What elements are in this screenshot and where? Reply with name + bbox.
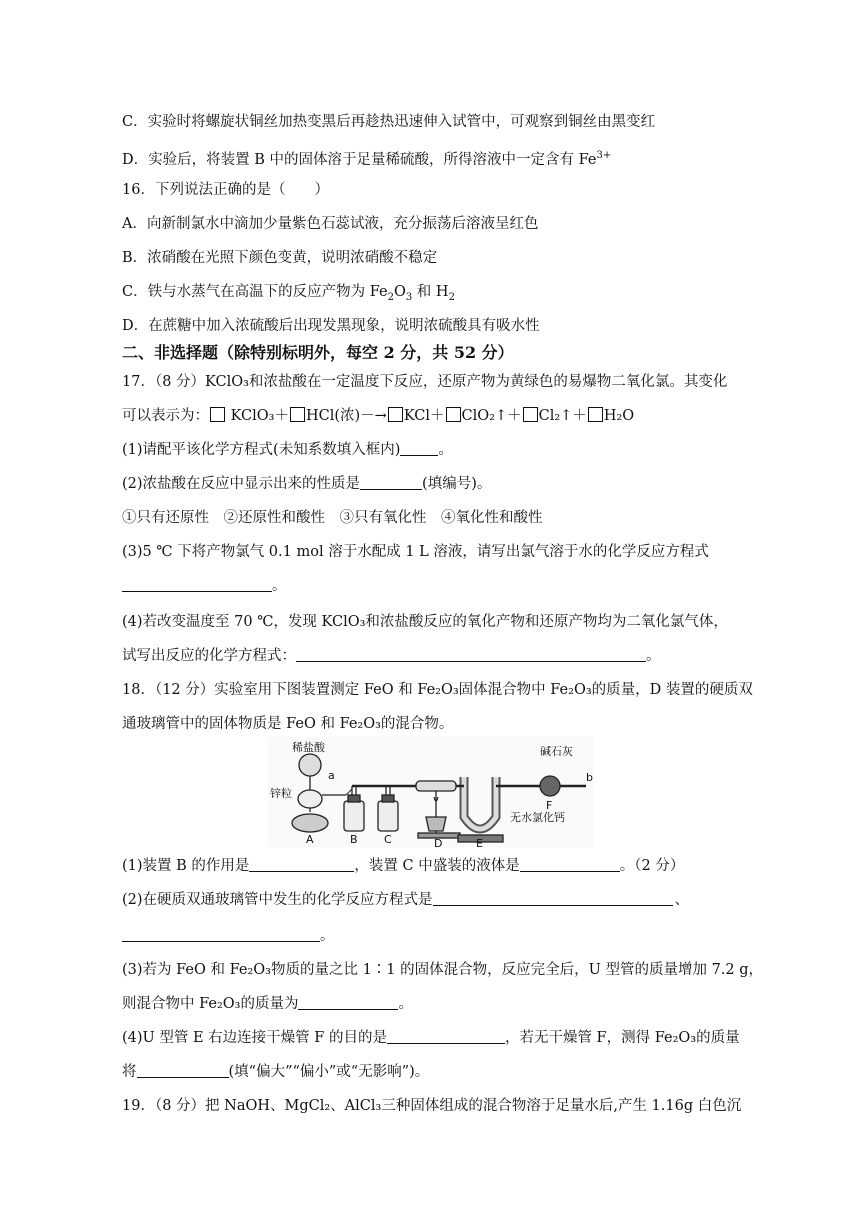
q16c-text: C．铁与水蒸气在高温下的反应产物为 Fe bbox=[122, 284, 388, 300]
q17-4-text: 试写出反应的化学方程式： bbox=[122, 648, 296, 664]
q16-option-d: D．在蔗糖中加入浓硫酸后出现发黑现象，说明浓硫酸具有吸水性 bbox=[122, 318, 540, 334]
q16c-and: 和 H bbox=[412, 284, 449, 300]
q18-part2-answer bbox=[122, 926, 335, 946]
q18-part3: (3)若为 FeO 和 Fe₂O₃物质的量之比 1∶1 的固体混合物，反应完全后，U 型管的质量增加 7.2 g， bbox=[122, 962, 764, 978]
q18-2-end: 。 bbox=[320, 928, 335, 944]
q17-eq-cl2: Cl₂↑＋ bbox=[538, 408, 587, 424]
q17-4-end: 。 bbox=[646, 648, 661, 664]
answer-blank[interactable] bbox=[249, 857, 354, 872]
q18-stem: 18．（12 分）实验室用下图装置测定 FeO 和 Fe₂O₃固体混合物中 Fe₂O₃的质量，D 装置的硬质双 bbox=[122, 682, 753, 698]
answer-blank[interactable] bbox=[122, 927, 320, 942]
q18-1-mid: ，装置 C 中盛装的液体是 bbox=[354, 858, 520, 874]
answer-blank[interactable] bbox=[296, 647, 646, 662]
q18-part4-answer bbox=[122, 1062, 429, 1082]
label-B: B bbox=[350, 833, 358, 846]
q17-options: ①只有还原性 ②还原性和酸性 ③只有氧化性 ④氧化性和酸性 bbox=[122, 510, 543, 526]
label-D: D bbox=[434, 837, 443, 847]
coef-box[interactable] bbox=[290, 407, 305, 422]
q18-4-mid: ，若无干燥管 F，测得 Fe₂O₃的质量 bbox=[504, 1030, 740, 1046]
label-a: a bbox=[328, 769, 335, 782]
label-E: E bbox=[476, 837, 483, 847]
q19-stem: 19．（8 分）把 NaOH、MgCl₂、AlCl₃三种固体组成的混合物溶于足量水后,产生 1.16g 白色沉 bbox=[122, 1098, 742, 1114]
q17-part2 bbox=[122, 474, 491, 494]
q18-part3-answer bbox=[122, 994, 413, 1014]
q17-eq-prefix: 可以表示为： bbox=[122, 408, 209, 424]
coef-box[interactable] bbox=[388, 407, 403, 422]
q18-part1 bbox=[122, 856, 684, 876]
q16-option-c: C．铁与水蒸气在高温下的反应产物为 $Fe_2O_3$ 和 $H_2$ bbox=[122, 284, 455, 303]
answer-blank[interactable] bbox=[387, 1029, 505, 1044]
q17-1-end: 。 bbox=[438, 442, 453, 458]
q17-eq-hcl: HCl(浓)－→ bbox=[305, 408, 387, 424]
q16c-o: O bbox=[393, 284, 406, 300]
q18-4-end: (填“偏大”“偏小”或“无影响”)。 bbox=[228, 1064, 430, 1080]
q17-part3: (3)5 ℃ 下将产物氯气 0.1 mol 溶于水配成 1 L 溶液，请写出氯气溶于水的化学反应方程式 bbox=[122, 544, 709, 560]
coef-box[interactable] bbox=[588, 407, 603, 422]
label-acid: 稀盐酸 bbox=[292, 741, 325, 754]
label-A: A bbox=[306, 833, 314, 846]
answer-blank[interactable] bbox=[400, 441, 438, 456]
label-cacl2: 无水氯化钙 bbox=[510, 811, 565, 824]
q17-1-text: (1)请配平该化学方程式(未知系数填入框内) bbox=[122, 442, 401, 458]
q18-stem-2: 通玻璃管中的固体物质是 FeO 和 Fe₂O₃的混合物。 bbox=[122, 716, 454, 732]
q16-option-b: B．浓硝酸在光照下颜色变黄，说明浓硝酸不稳定 bbox=[122, 250, 438, 266]
q17-equation bbox=[122, 406, 634, 426]
label-b: b bbox=[586, 771, 593, 784]
q18-1-end: 。（2 分） bbox=[619, 858, 685, 874]
q16-option-a: A．向新制氯水中滴加少量紫色石蕊试液，充分振荡后溶液呈红色 bbox=[122, 216, 539, 232]
answer-blank[interactable] bbox=[433, 891, 673, 906]
section-title: 二、非选择题（除特别标明外，每空 2 分，共 52 分） bbox=[122, 343, 514, 362]
q17-part4-answer bbox=[122, 646, 661, 666]
q17-eq-kclo3: KClO₃＋ bbox=[226, 408, 289, 424]
q17-eq-h2o: H₂O bbox=[603, 408, 635, 424]
q15d-text: D．实验后，将装置 B 中的固体溶于足量稀硫酸，所得溶液中一定含有 Fe bbox=[122, 151, 597, 168]
q18-4-pre: 将 bbox=[122, 1064, 137, 1080]
coef-box[interactable] bbox=[446, 407, 461, 422]
answer-blank[interactable] bbox=[122, 577, 272, 592]
q17-2-end: (填编号)。 bbox=[422, 476, 492, 492]
q17-stem: 17．（8 分）KClO₃和浓盐酸在一定温度下反应，还原产物为黄绿色的易爆物二氧化氯。其变化 bbox=[122, 374, 728, 390]
q18-part4 bbox=[122, 1028, 740, 1048]
q18-2-text: (2)在硬质双通玻璃管中发生的化学反应方程式是 bbox=[122, 892, 433, 908]
answer-blank[interactable] bbox=[137, 1063, 229, 1078]
q15d-superscript: 3+ bbox=[596, 150, 612, 161]
label-soda-lime: 碱石灰 bbox=[540, 745, 573, 758]
q18-2-sep: 、 bbox=[674, 892, 690, 908]
apparatus-diagram bbox=[268, 737, 594, 847]
q16-stem: 16．下列说法正确的是（ ） bbox=[122, 182, 329, 198]
label-C: C bbox=[384, 833, 392, 846]
label-zinc: 锌粒 bbox=[270, 787, 292, 800]
q18-1-text: (1)装置 B 的作用是 bbox=[122, 858, 250, 874]
q18-3-end: 。 bbox=[398, 996, 413, 1012]
q17-eq-clo2: ClO₂↑＋ bbox=[461, 408, 522, 424]
coef-box[interactable] bbox=[523, 407, 538, 422]
answer-blank[interactable] bbox=[520, 857, 620, 872]
q18-4-text: (4)U 型管 E 右边连接干燥管 F 的目的是 bbox=[122, 1030, 387, 1046]
answer-blank[interactable] bbox=[360, 475, 422, 490]
q17-part4: (4)若改变温度至 70 ℃，发现 KClO₃和浓盐酸反应的氧化产物和还原产物均为二氧化氯气体， bbox=[122, 614, 728, 630]
q17-3-end: 。 bbox=[272, 578, 287, 594]
q15-option-c: C．实验时将螺旋状铜丝加热变黑后再趁热迅速伸入试管中，可观察到铜丝由黑变红 bbox=[122, 114, 656, 130]
q15-option-d bbox=[122, 146, 611, 170]
q18-part2 bbox=[122, 890, 689, 910]
q17-part3-answer bbox=[122, 576, 287, 596]
q17-2-text: (2)浓盐酸在反应中显示出来的性质是 bbox=[122, 476, 361, 492]
q17-part1 bbox=[122, 440, 453, 460]
label-f: F bbox=[546, 799, 553, 812]
answer-blank[interactable] bbox=[298, 995, 398, 1010]
q17-eq-kcl: KCl＋ bbox=[403, 408, 445, 424]
q18-3-text: 则混合物中 Fe₂O₃的质量为 bbox=[122, 996, 299, 1012]
coef-box[interactable] bbox=[210, 407, 225, 422]
